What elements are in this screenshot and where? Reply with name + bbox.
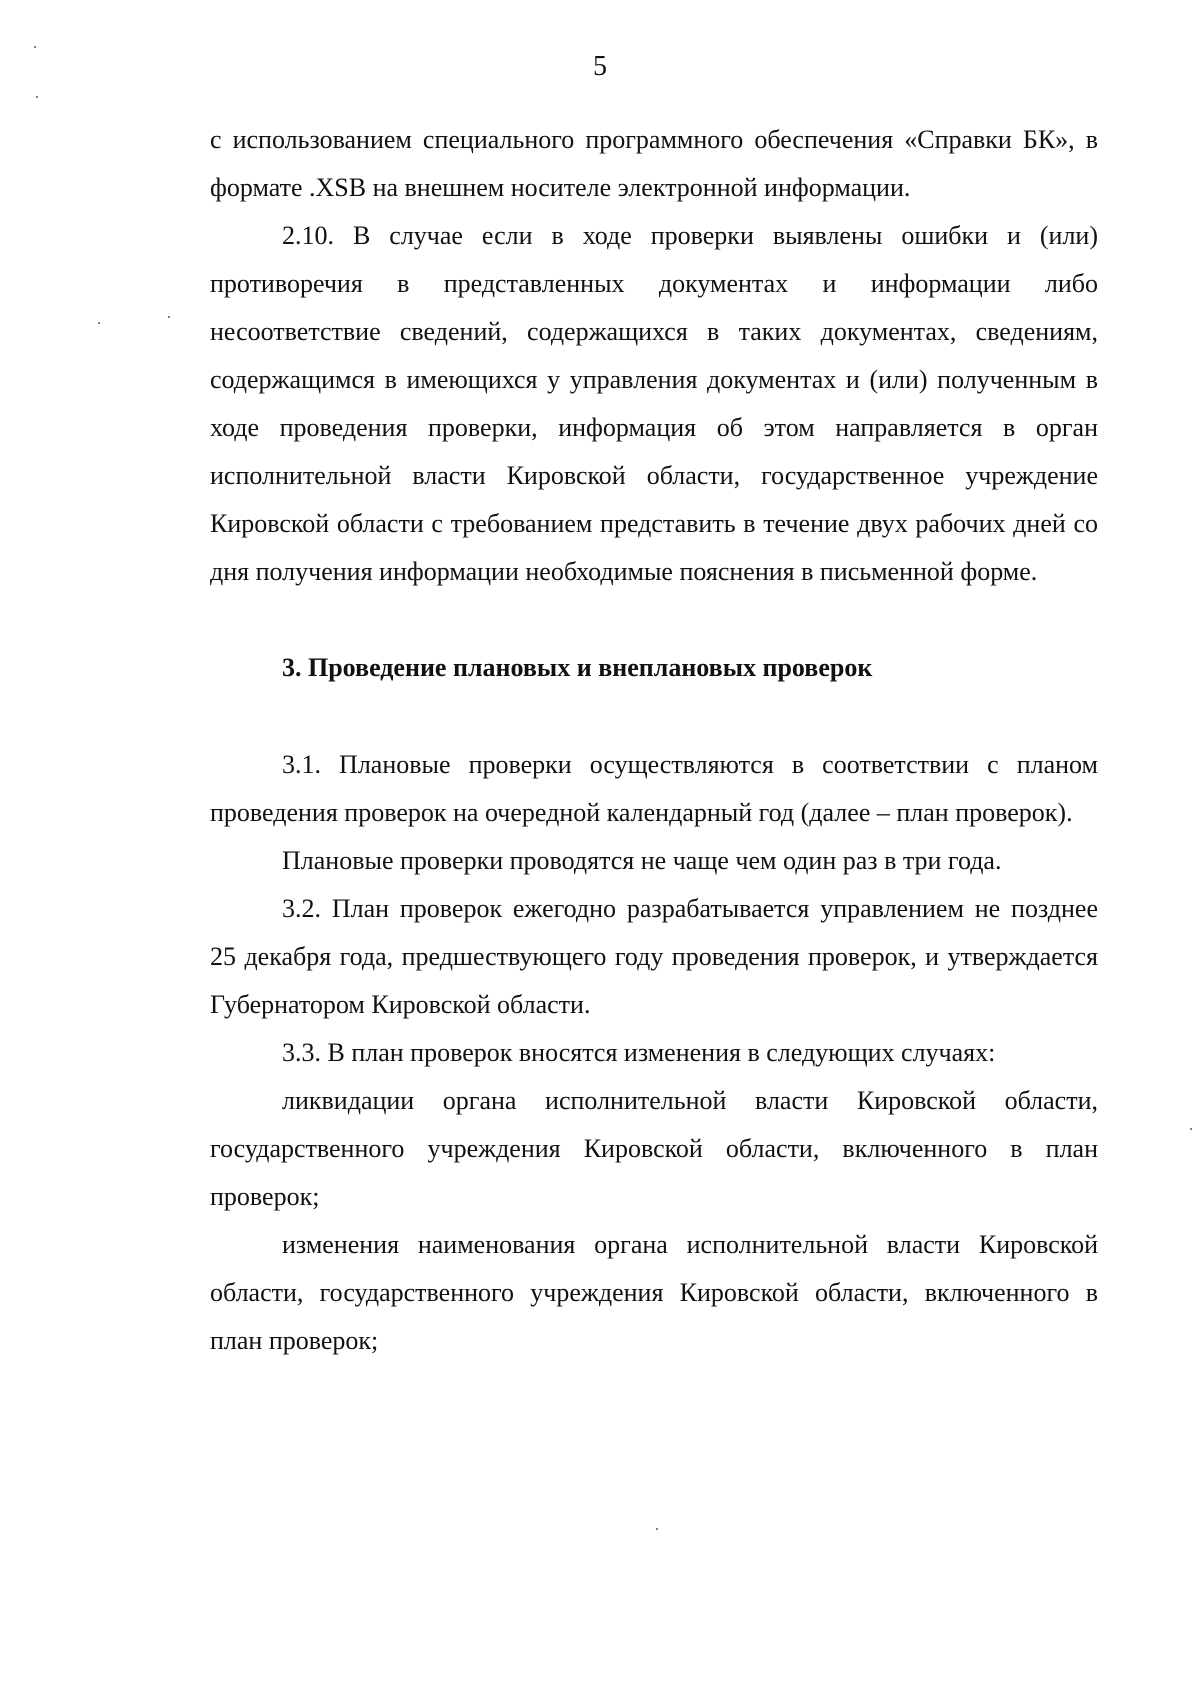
paragraph-3-3: 3.3. В план проверок вносятся изменения в следующих случаях:	[282, 1038, 996, 1067]
paragraph-2-10: 2.10. В случае если в ходе проверки выявлены ошибки и (или) противоречия в представленных документах и информации либо несоответствие сведений, содержащихся в таких документах, сведениям, содержащимся в имеющихся у управления документах и (или) полученным в ходе проведения проверки, информация об этом направляется в орган исполнительной власти Кировской области, государственное учреждение Кировской области с требованием представить в течение двух рабочих дней со дня получения информации необходимые пояснения в письменной форме.	[210, 221, 1098, 586]
paragraph-3-1: 3.1. Плановые проверки осуществляются в соответствии с планом проведения проверок на очередной календарный год (далее – план проверок).	[210, 750, 1098, 827]
paragraph-3-3-liquidation: ликвидации органа исполнительной власти Кировской области, государственного учреждения Кировской области, включенного в план проверок;	[210, 1086, 1098, 1211]
scan-speck	[98, 322, 100, 324]
section-heading-3: 3. Проведение плановых и внеплановых проверок	[282, 653, 873, 682]
spacer	[210, 596, 1098, 644]
paragraph-3-3-rename: изменения наименования органа исполнительной власти Кировской области, государственного учреждения Кировской области, включенного в план проверок;	[210, 1230, 1098, 1355]
scan-speck	[36, 96, 38, 98]
document-body	[210, 116, 1098, 1365]
scan-speck	[1190, 1128, 1192, 1130]
paragraph-3-2: 3.2. План проверок ежегодно разрабатывается управлением не позднее 25 декабря года, предшествующего году проведения проверок, и утверждается Губернатором Кировской области.	[210, 894, 1098, 1019]
scan-speck	[168, 316, 170, 318]
paragraph-continuation: с использованием специального программного обеспечения «Справки БК», в формате .XSB на внешнем носителе электронной информации.	[210, 125, 1098, 202]
scan-speck	[34, 46, 36, 48]
paragraph-3-1-frequency: Плановые проверки проводятся не чаще чем один раз в три года.	[282, 846, 1002, 875]
scan-speck	[656, 1528, 658, 1530]
page-number: 5	[593, 51, 607, 82]
spacer	[210, 692, 1098, 741]
